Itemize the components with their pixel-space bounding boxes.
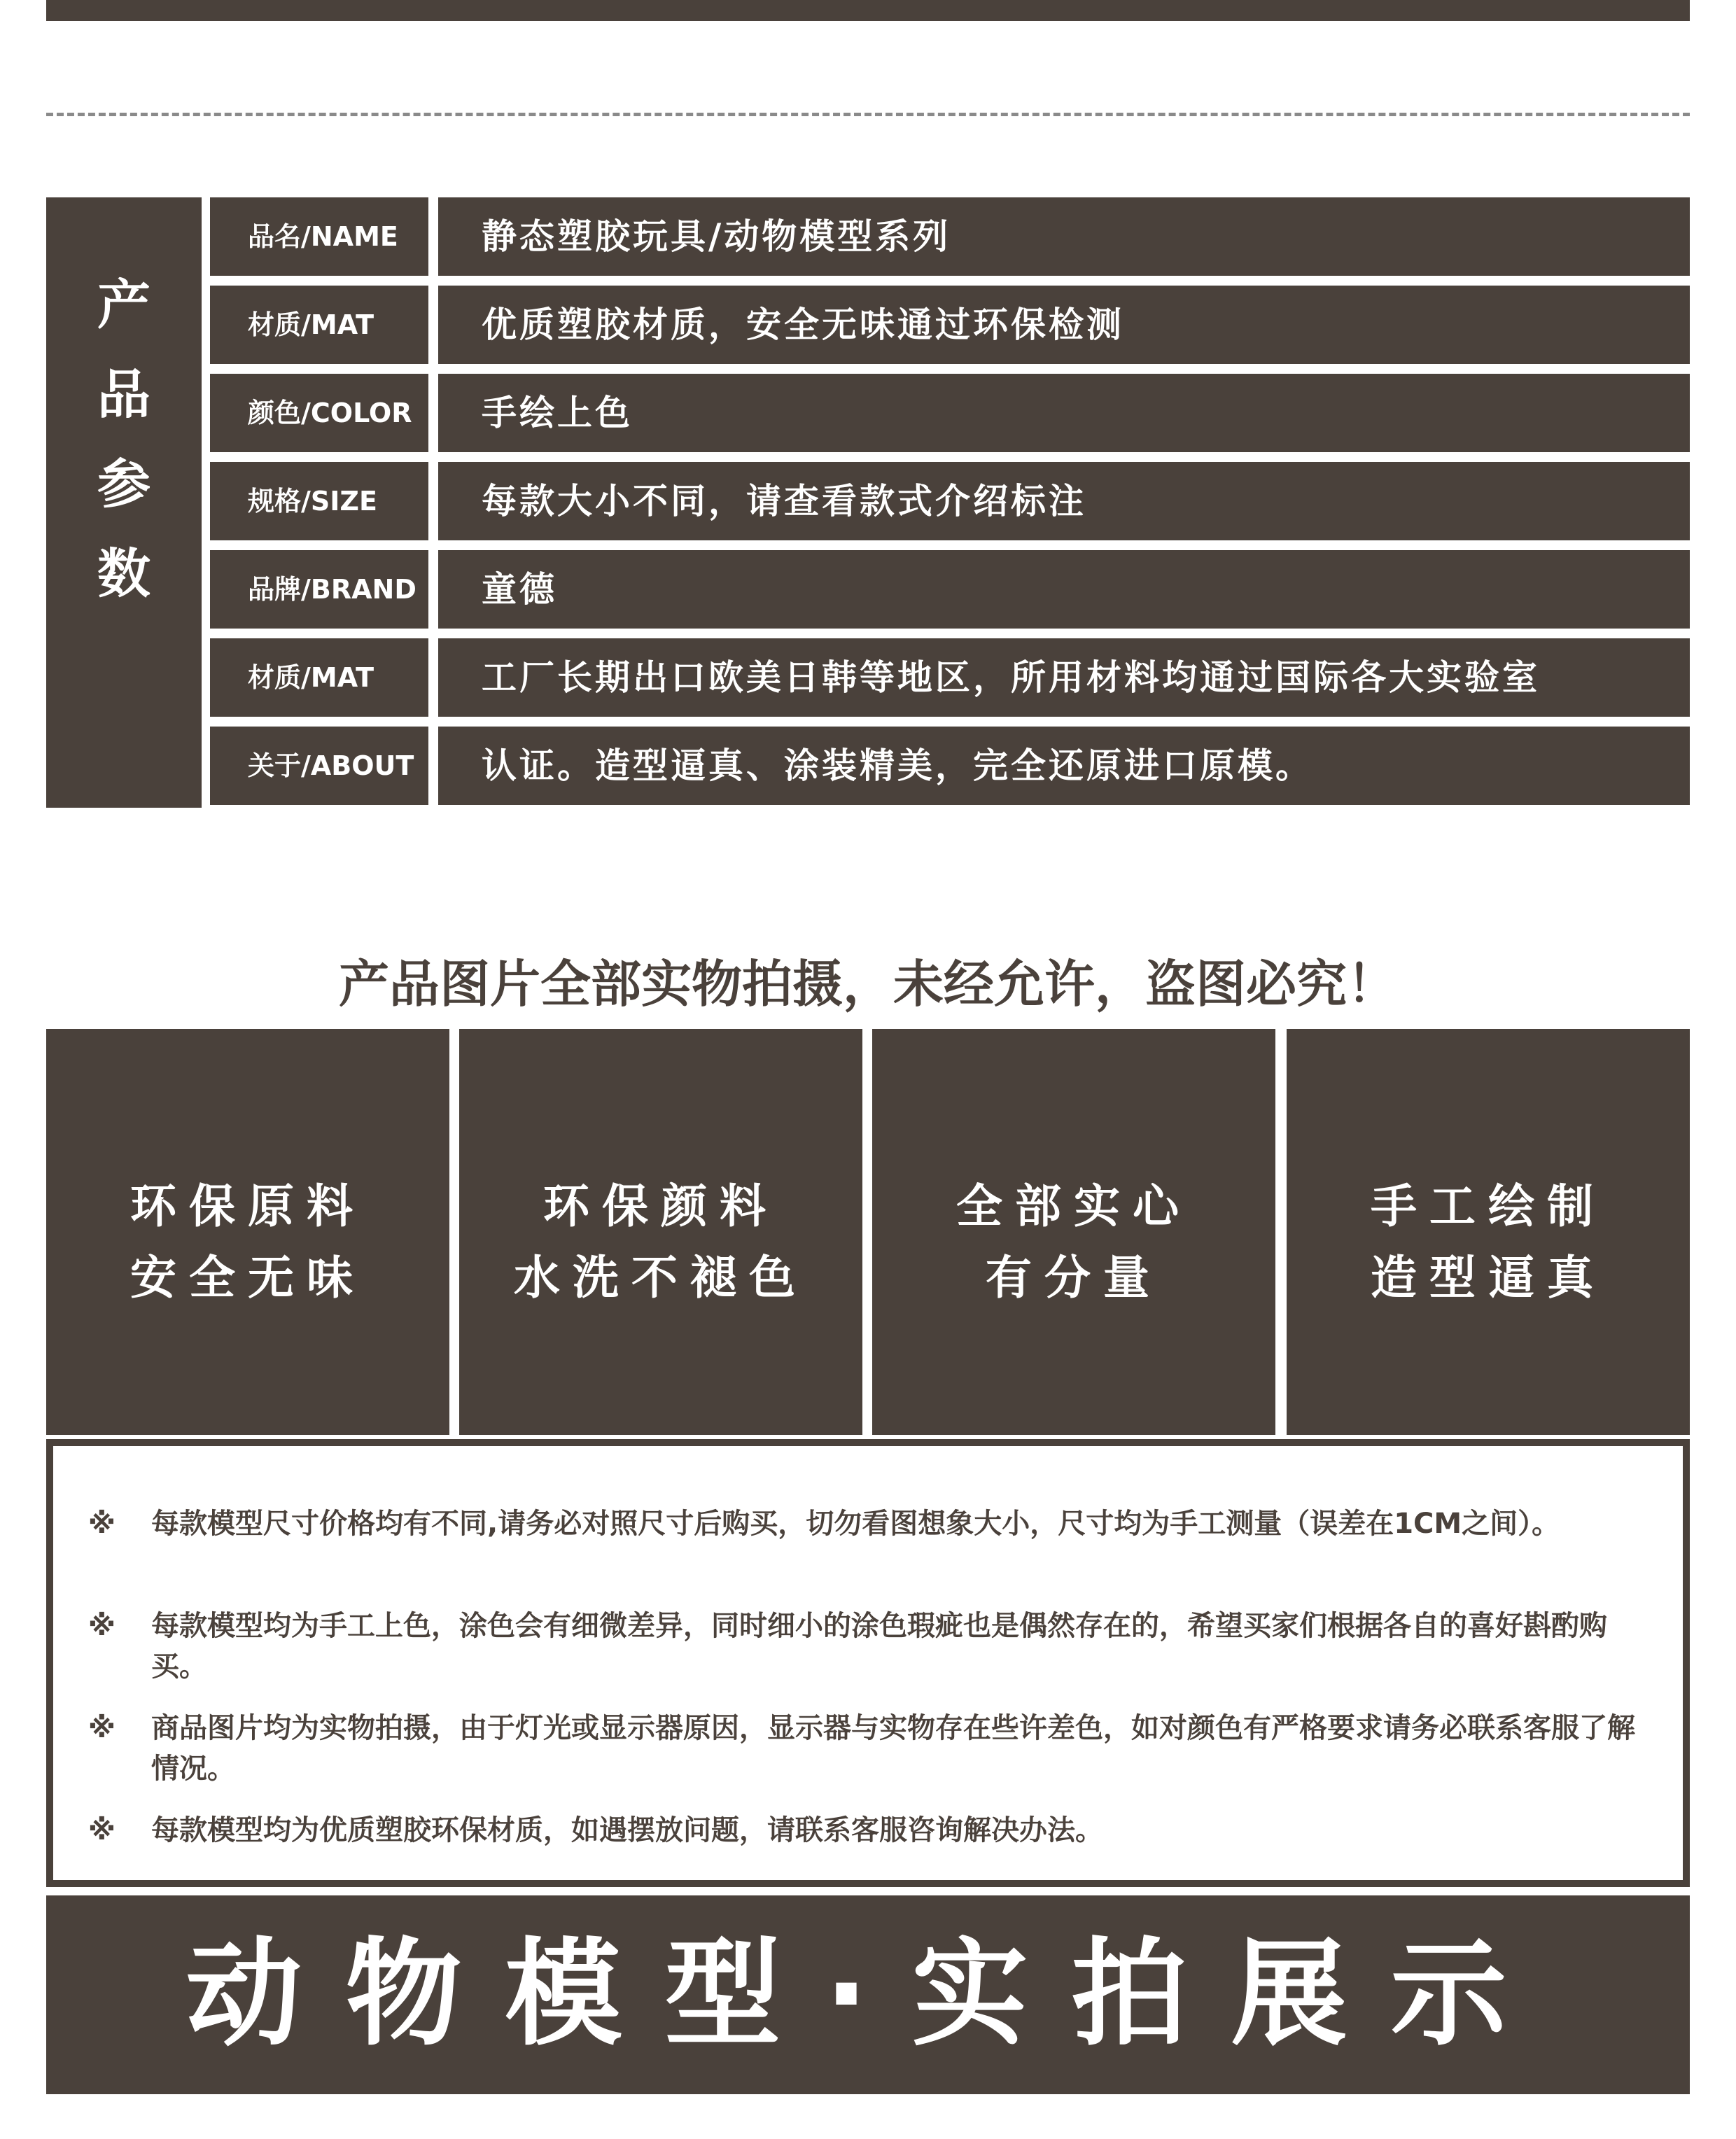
note-text: 每款模型尺寸价格均有不同,请务必对照尺寸后购买，切勿看图想象大小，尺寸均为手工测量（误差在1CM之间）。 (151, 1508, 1560, 1540)
feature-line: 环保颜料 (543, 1179, 778, 1233)
spec-key: 规格/SIZE (210, 462, 428, 540)
spec-side-title-char: 品 (97, 363, 150, 426)
note-text: 每款模型均为手工上色，涂色会有细微差异，同时细小的涂色瑕疵也是偶然存在的，希望买家们根据各自的喜好斟酌购买。 (151, 1610, 1607, 1683)
spec-key: 材质/MAT (210, 286, 428, 364)
reference-mark-icon: ※ (88, 1610, 115, 1642)
spec-side-title (46, 260, 202, 619)
spec-row-size (210, 462, 1690, 540)
feature-card (872, 1029, 1275, 1435)
feature-card (1287, 1029, 1690, 1435)
spec-value: 工厂长期出口欧美日韩等地区，所用材料均通过国际各大实验室 (438, 638, 1690, 717)
spec-row-about (210, 727, 1690, 805)
note-text: 商品图片均为实物拍摄，由于灯光或显示器原因，显示器与实物存在些许差色，如对颜色有严格要求请务必联系客服了解情况。 (151, 1712, 1635, 1785)
spec-row-material-2 (210, 638, 1690, 717)
feature-line: 造型逼真 (1371, 1251, 1606, 1305)
feature-card (46, 1029, 449, 1435)
spec-value: 童德 (438, 550, 1690, 629)
feature-line: 全部实心 (956, 1179, 1191, 1233)
reference-mark-icon: ※ (88, 1712, 115, 1744)
spec-key: 颜色/COLOR (210, 374, 428, 452)
spec-side-title-char: 数 (97, 542, 150, 605)
spec-value: 手绘上色 (438, 374, 1690, 452)
dashed-divider (46, 113, 1690, 116)
feature-line: 环保原料 (130, 1179, 365, 1233)
spec-key: 品牌/BRAND (210, 550, 428, 629)
top-bar (46, 0, 1690, 21)
reference-mark-icon: ※ (88, 1508, 115, 1540)
feature-line: 水洗不褪色 (514, 1251, 808, 1305)
banner-title: 动物模型·实拍展示 (46, 1895, 1690, 2094)
feature-card (459, 1029, 862, 1435)
spec-side-panel (46, 197, 202, 939)
feature-line: 有分量 (986, 1251, 1162, 1305)
spec-key: 品名/NAME (210, 197, 428, 276)
spec-side-subtitle: INFORMATION (153, 820, 169, 939)
spec-value: 认证。造型逼真、涂装精美，完全还原进口原模。 (438, 727, 1690, 805)
spec-row-color (210, 374, 1690, 452)
spec-key: 关于/ABOUT (210, 727, 428, 805)
spec-side-title-char: 产 (97, 274, 150, 336)
spec-value: 静态塑胶玩具/动物模型系列 (438, 197, 1690, 276)
notes-box (46, 1439, 1690, 1887)
spec-value: 每款大小不同，请查看款式介绍标注 (438, 462, 1690, 540)
reference-mark-icon: ※ (88, 1814, 115, 1846)
note-text: 每款模型均为优质塑胶环保材质，如遇摆放问题，请联系客服咨询解决办法。 (151, 1814, 1103, 1846)
spec-key: 材质/MAT (210, 638, 428, 717)
spec-row-material (210, 286, 1690, 364)
spec-row-brand (210, 550, 1690, 629)
spec-side-title-char: 参 (97, 453, 150, 515)
feature-line: 手工绘制 (1371, 1179, 1606, 1233)
spec-value: 优质塑胶材质，安全无味通过环保检测 (438, 286, 1690, 364)
copyright-notice: 产品图片全部实物拍摄，未经允许，盗图必究！ (338, 955, 1397, 1014)
feature-line: 安全无味 (130, 1251, 365, 1305)
spec-row-name (210, 197, 1690, 276)
notes-inner (53, 1446, 1683, 1880)
